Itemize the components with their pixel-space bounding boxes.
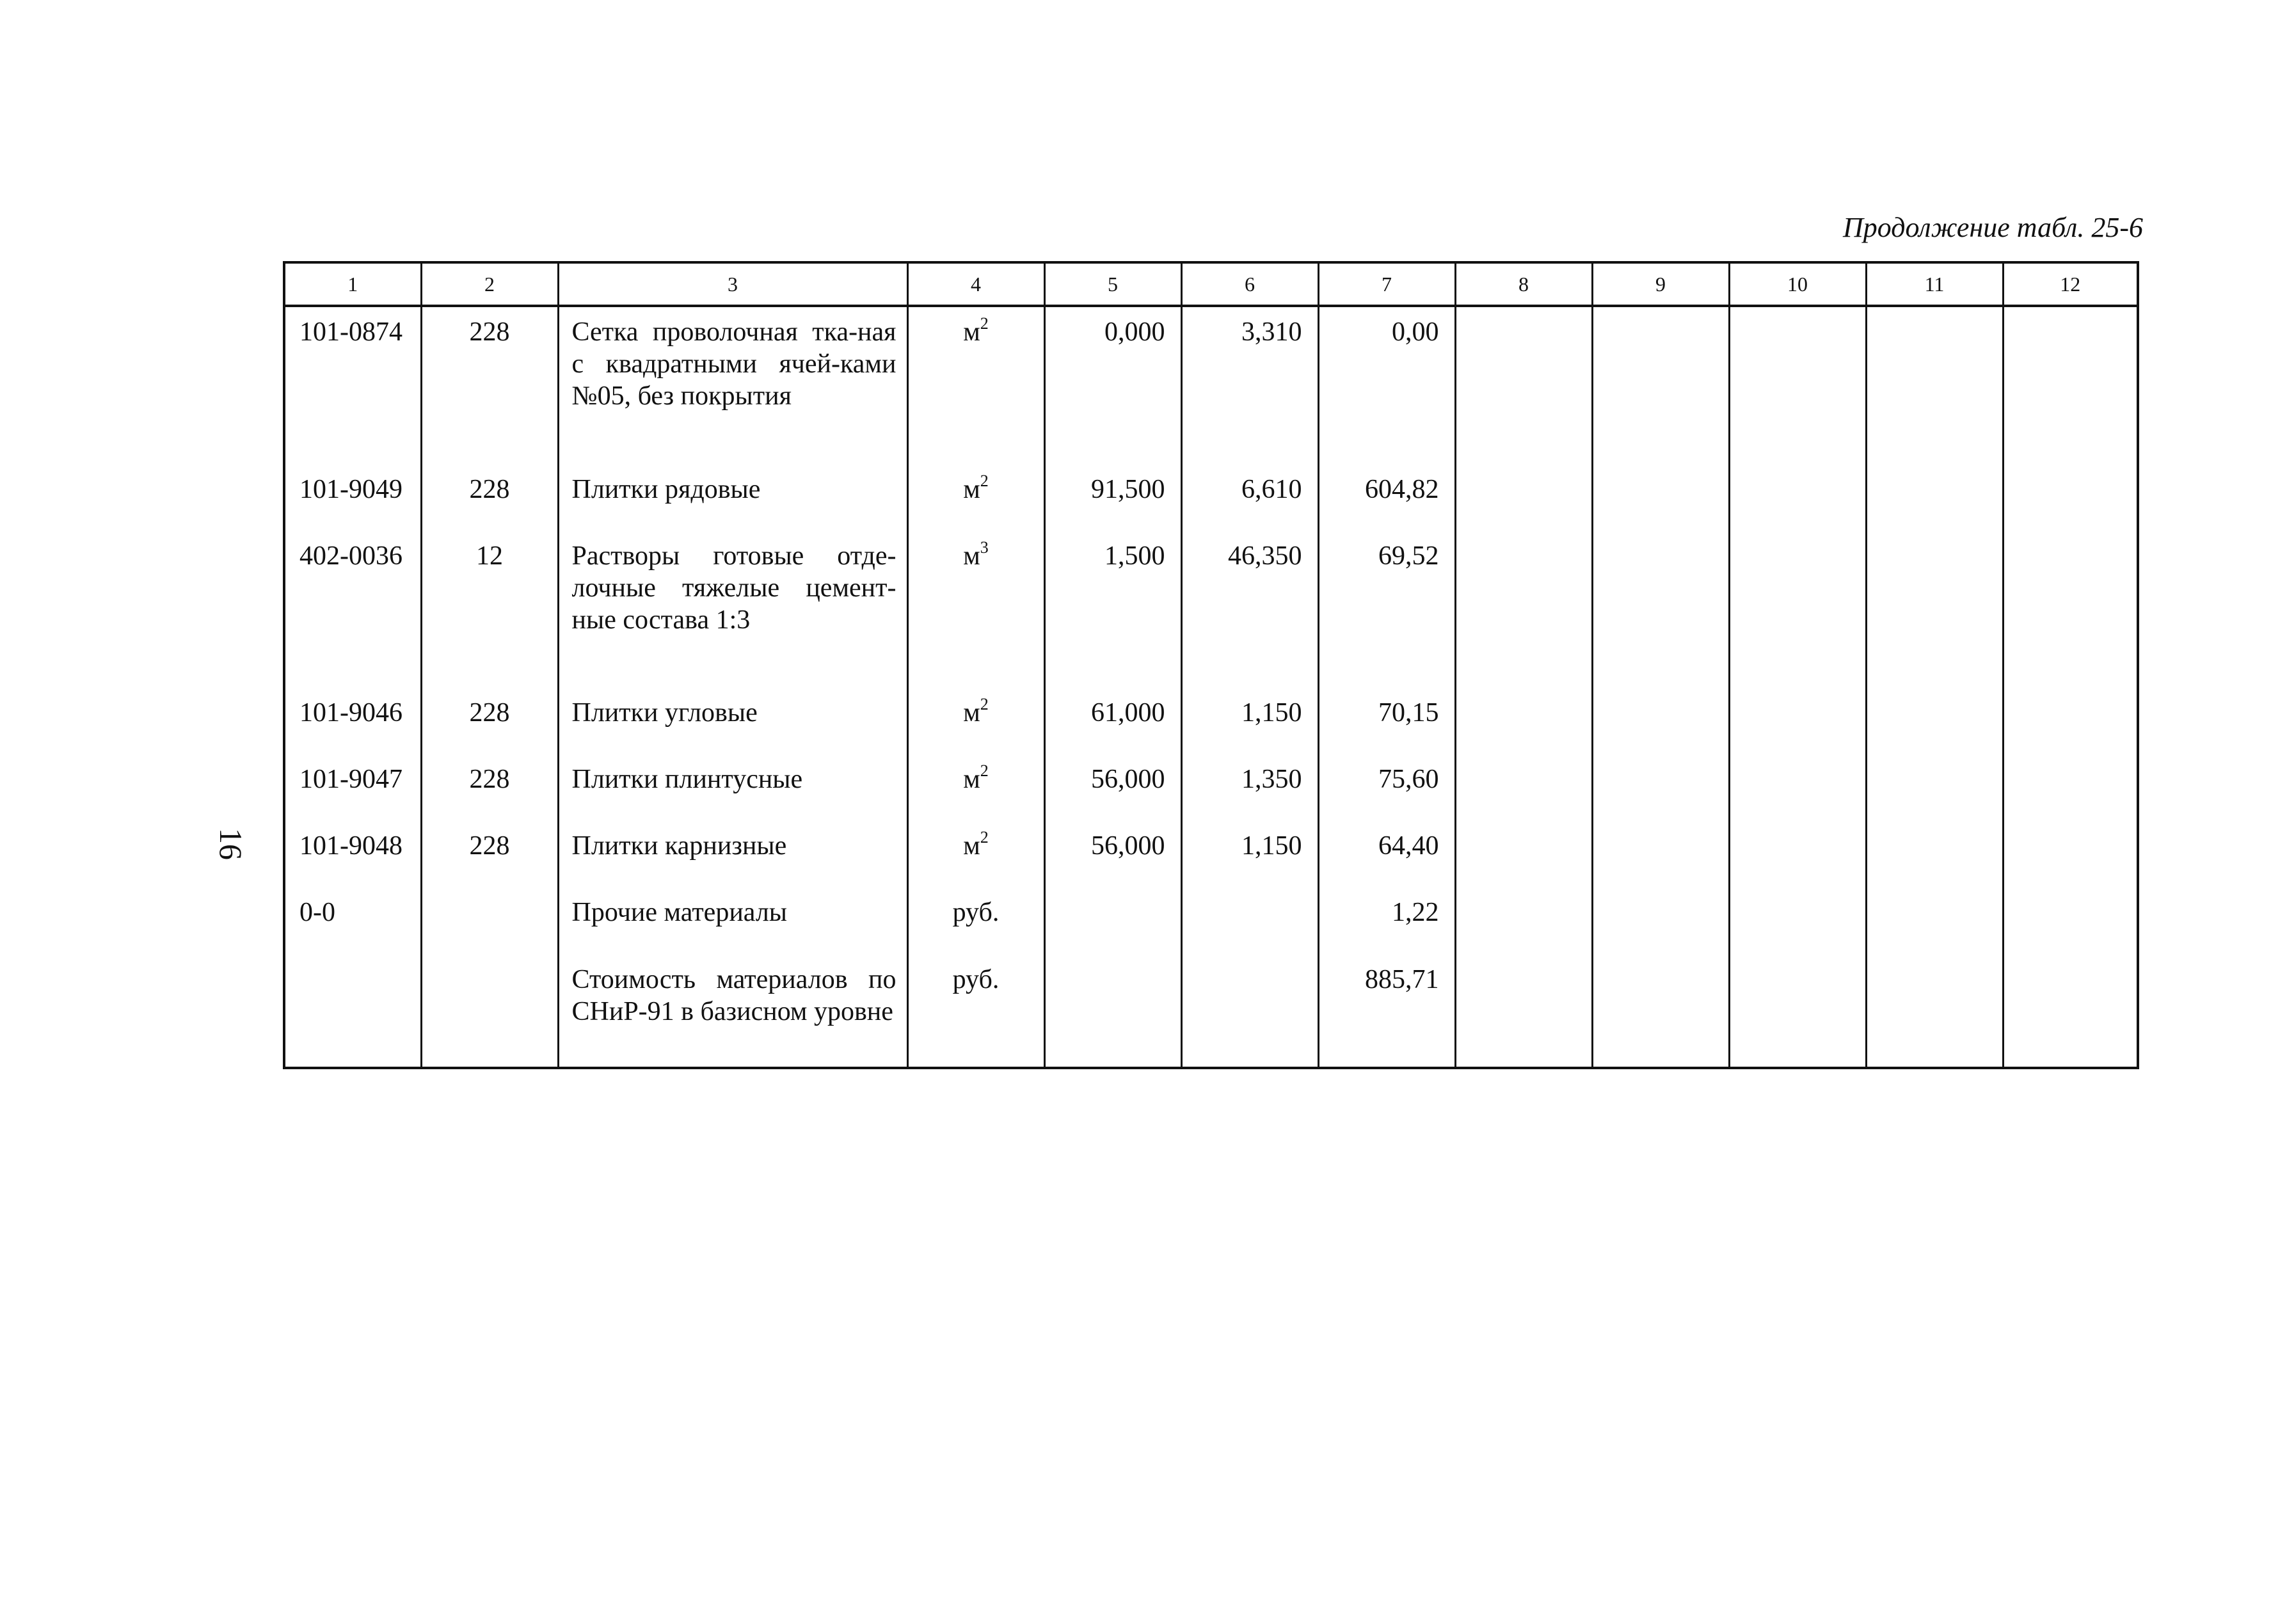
empty-cell xyxy=(2003,1066,2138,1068)
table-body xyxy=(284,306,2138,1068)
column-header: 11 xyxy=(1866,262,2003,306)
empty-cell xyxy=(1866,754,2003,821)
total-cell: 1,22 xyxy=(1318,888,1455,954)
table-row xyxy=(284,821,2138,888)
empty-cell xyxy=(1729,888,1866,954)
number-cell: 228 xyxy=(421,754,558,821)
description-cell: Стоимость материалов по СНиР-91 в базисном уровне xyxy=(558,955,907,1067)
total-cell: 64,40 xyxy=(1318,821,1455,888)
total-cell: 0,00 xyxy=(1318,306,1455,465)
empty-cell xyxy=(2003,821,2138,888)
table-row xyxy=(284,688,2138,754)
header-row xyxy=(284,262,2138,306)
column-header: 5 xyxy=(1044,262,1181,306)
price-cell xyxy=(1181,888,1318,954)
empty-cell xyxy=(1592,306,1729,465)
unit-exponent: 2 xyxy=(980,694,989,713)
empty-cell xyxy=(1455,821,1592,888)
empty-cell xyxy=(1592,821,1729,888)
total-cell: 69,52 xyxy=(1318,531,1455,688)
unit-exponent: 3 xyxy=(980,537,989,557)
empty-cell xyxy=(1455,688,1592,754)
price-cell: 1,150 xyxy=(1181,688,1318,754)
empty-cell xyxy=(1866,1066,2003,1068)
empty-cell xyxy=(1866,888,2003,954)
number-cell: 228 xyxy=(421,306,558,465)
empty-cell xyxy=(1729,306,1866,465)
quantity-cell: 91,500 xyxy=(1044,465,1181,531)
price-cell: 6,610 xyxy=(1181,465,1318,531)
filler-row xyxy=(284,1066,2138,1068)
code-cell: 101-0874 xyxy=(284,306,421,465)
unit-text: м xyxy=(963,831,980,861)
unit-text: руб. xyxy=(952,964,1000,994)
description-cell: Плитки карнизные xyxy=(558,821,907,888)
empty-cell xyxy=(1866,821,2003,888)
empty-cell xyxy=(1592,531,1729,688)
empty-cell xyxy=(1729,821,1866,888)
empty-cell xyxy=(2003,531,2138,688)
price-cell: 1,150 xyxy=(1181,821,1318,888)
unit-text: м xyxy=(963,765,980,795)
number-cell: 228 xyxy=(421,465,558,531)
empty-cell xyxy=(2003,754,2138,821)
empty-cell xyxy=(1729,1066,1866,1068)
price-cell: 1,350 xyxy=(1181,754,1318,821)
materials-table xyxy=(283,261,2139,1069)
empty-cell xyxy=(1044,1066,1181,1068)
description-cell: Прочие материалы xyxy=(558,888,907,954)
empty-cell xyxy=(1455,1066,1592,1068)
number-cell xyxy=(421,955,558,1067)
empty-cell xyxy=(1729,688,1866,754)
empty-cell xyxy=(284,1066,421,1068)
price-cell: 3,310 xyxy=(1181,306,1318,465)
code-cell xyxy=(284,955,421,1067)
code-cell: 101-9049 xyxy=(284,465,421,531)
empty-cell xyxy=(1455,465,1592,531)
quantity-cell: 0,000 xyxy=(1044,306,1181,465)
description-cell: Плитки рядовые xyxy=(558,465,907,531)
unit-text: руб. xyxy=(952,898,1000,928)
number-cell: 228 xyxy=(421,688,558,754)
table-row xyxy=(284,531,2138,688)
unit-exponent: 2 xyxy=(980,828,989,847)
column-header: 4 xyxy=(907,262,1044,306)
description-cell: Плитки плинтусные xyxy=(558,754,907,821)
empty-cell xyxy=(1866,688,2003,754)
table-caption: Продолжение табл. 25-6 xyxy=(1843,212,2143,243)
unit-cell xyxy=(907,465,1044,531)
empty-cell xyxy=(1455,955,1592,1067)
table-row xyxy=(284,306,2138,465)
unit-exponent: 2 xyxy=(980,471,989,490)
code-cell: 402-0036 xyxy=(284,531,421,688)
unit-cell xyxy=(907,306,1044,465)
page-number: 16 xyxy=(213,828,249,860)
quantity-cell: 56,000 xyxy=(1044,754,1181,821)
empty-cell xyxy=(1866,465,2003,531)
unit-text: м xyxy=(963,474,980,504)
quantity-cell: 61,000 xyxy=(1044,688,1181,754)
column-header: 6 xyxy=(1181,262,1318,306)
unit-text: м xyxy=(963,697,980,728)
table-row xyxy=(284,465,2138,531)
number-cell: 12 xyxy=(421,531,558,688)
empty-cell xyxy=(1866,306,2003,465)
number-cell xyxy=(421,888,558,954)
empty-cell xyxy=(2003,955,2138,1067)
table-row xyxy=(284,955,2138,1067)
empty-cell xyxy=(907,1066,1044,1068)
code-cell: 101-9048 xyxy=(284,821,421,888)
description-cell: Сетка проволочная тка-ная с квадратными ячей-ками №05, без покрытия xyxy=(558,306,907,465)
column-header: 7 xyxy=(1318,262,1455,306)
empty-cell xyxy=(1729,531,1866,688)
unit-exponent: 2 xyxy=(980,761,989,781)
empty-cell xyxy=(2003,688,2138,754)
empty-cell xyxy=(1592,888,1729,954)
code-cell: 101-9047 xyxy=(284,754,421,821)
column-header: 3 xyxy=(558,262,907,306)
empty-cell xyxy=(1729,955,1866,1067)
column-header: 9 xyxy=(1592,262,1729,306)
price-cell xyxy=(1181,955,1318,1067)
unit-cell xyxy=(907,754,1044,821)
column-header: 10 xyxy=(1729,262,1866,306)
empty-cell xyxy=(1729,754,1866,821)
column-header: 8 xyxy=(1455,262,1592,306)
empty-cell xyxy=(1729,465,1866,531)
unit-cell xyxy=(907,955,1044,1067)
empty-cell xyxy=(1592,955,1729,1067)
empty-cell xyxy=(558,1066,907,1068)
total-cell: 885,71 xyxy=(1318,955,1455,1067)
description-cell: Плитки угловые xyxy=(558,688,907,754)
empty-cell xyxy=(1592,1066,1729,1068)
empty-cell xyxy=(1592,754,1729,821)
empty-cell xyxy=(1455,306,1592,465)
empty-cell xyxy=(421,1066,558,1068)
quantity-cell xyxy=(1044,888,1181,954)
empty-cell xyxy=(1455,888,1592,954)
empty-cell xyxy=(2003,306,2138,465)
unit-text: м xyxy=(963,317,980,347)
unit-cell xyxy=(907,821,1044,888)
unit-cell xyxy=(907,688,1044,754)
unit-cell xyxy=(907,531,1044,688)
code-cell: 0-0 xyxy=(284,888,421,954)
quantity-cell: 1,500 xyxy=(1044,531,1181,688)
total-cell: 75,60 xyxy=(1318,754,1455,821)
empty-cell xyxy=(1592,465,1729,531)
unit-cell xyxy=(907,888,1044,954)
empty-cell xyxy=(1181,1066,1318,1068)
empty-cell xyxy=(1592,688,1729,754)
empty-cell xyxy=(1455,531,1592,688)
total-cell: 70,15 xyxy=(1318,688,1455,754)
table-row xyxy=(284,888,2138,954)
description-cell: Растворы готовые отде-лочные тяжелые цемент-ные состава 1:3 xyxy=(558,531,907,688)
column-header: 12 xyxy=(2003,262,2138,306)
unit-exponent: 2 xyxy=(980,314,989,333)
table-row xyxy=(284,754,2138,821)
column-header: 1 xyxy=(284,262,421,306)
empty-cell xyxy=(1866,531,2003,688)
empty-cell xyxy=(2003,888,2138,954)
unit-text: м xyxy=(963,541,980,571)
column-header: 2 xyxy=(421,262,558,306)
empty-cell xyxy=(1866,955,2003,1067)
price-cell: 46,350 xyxy=(1181,531,1318,688)
quantity-cell: 56,000 xyxy=(1044,821,1181,888)
total-cell: 604,82 xyxy=(1318,465,1455,531)
empty-cell xyxy=(2003,465,2138,531)
number-cell: 228 xyxy=(421,821,558,888)
quantity-cell xyxy=(1044,955,1181,1067)
empty-cell xyxy=(1455,754,1592,821)
empty-cell xyxy=(1318,1066,1455,1068)
code-cell: 101-9046 xyxy=(284,688,421,754)
